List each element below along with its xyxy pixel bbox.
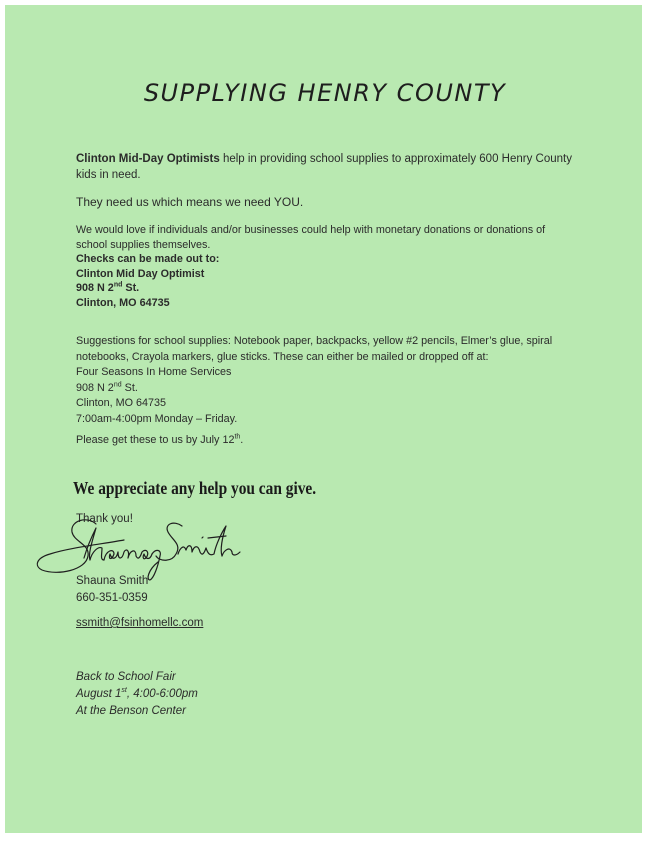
payee-city: Clinton, MO 64735	[76, 296, 170, 309]
dropoff-street: 908 N 2nd St.	[76, 381, 138, 394]
intro-paragraph	[76, 151, 576, 183]
need-line: They need us which means we need YOU.	[76, 195, 304, 209]
contact-block	[76, 573, 148, 607]
org-name: Clinton Mid-Day Optimists	[76, 153, 220, 165]
suggestions-text: Suggestions for school supplies: Notebook paper, backpacks, yellow #2 pencils, Elmer’s glue, spiral notebooks, Crayola markers, glue sticks. These can either be mailed or dropped off at:	[76, 335, 553, 363]
contact-name: Shauna Smith	[76, 575, 149, 587]
thank-you-line: Thank you!	[76, 513, 133, 525]
dropoff-business: Four Seasons In Home Services	[76, 366, 232, 379]
checks-label: Checks can be made out to:	[76, 253, 220, 266]
dropoff-hours: 7:00am-4:00pm Monday – Friday.	[76, 412, 238, 425]
donations-paragraph	[76, 223, 576, 311]
donations-text: We would love if individuals and/or businesses could help with monetary donations or donations of school supplies themselves.	[76, 224, 546, 251]
flyer-title: SUPPLYING HENRY COUNTY	[143, 79, 507, 107]
intro-text: help in providing school supplies to approximately 600 Henry County kids in need.	[76, 153, 572, 181]
event-block	[76, 669, 198, 720]
deadline-line: Please get these to us by July 12th.	[76, 433, 244, 446]
payee-street: 908 N 2nd St.	[76, 281, 140, 295]
event-name: Back to School Fair	[76, 671, 176, 683]
suggestions-paragraph	[76, 334, 576, 428]
contact-email-link[interactable]: ssmith@fsinhomellc.com	[76, 617, 204, 629]
dropoff-city: Clinton, MO 64735	[76, 397, 167, 410]
event-location: At the Benson Center	[76, 705, 186, 717]
contact-phone: 660-351-0359	[76, 592, 148, 604]
event-date: August 1st, 4:00-6:00pm	[76, 687, 198, 700]
appreciation-heading: We appreciate any help you can give.	[73, 478, 317, 498]
payee-name: Clinton Mid Day Optimist	[76, 267, 205, 280]
